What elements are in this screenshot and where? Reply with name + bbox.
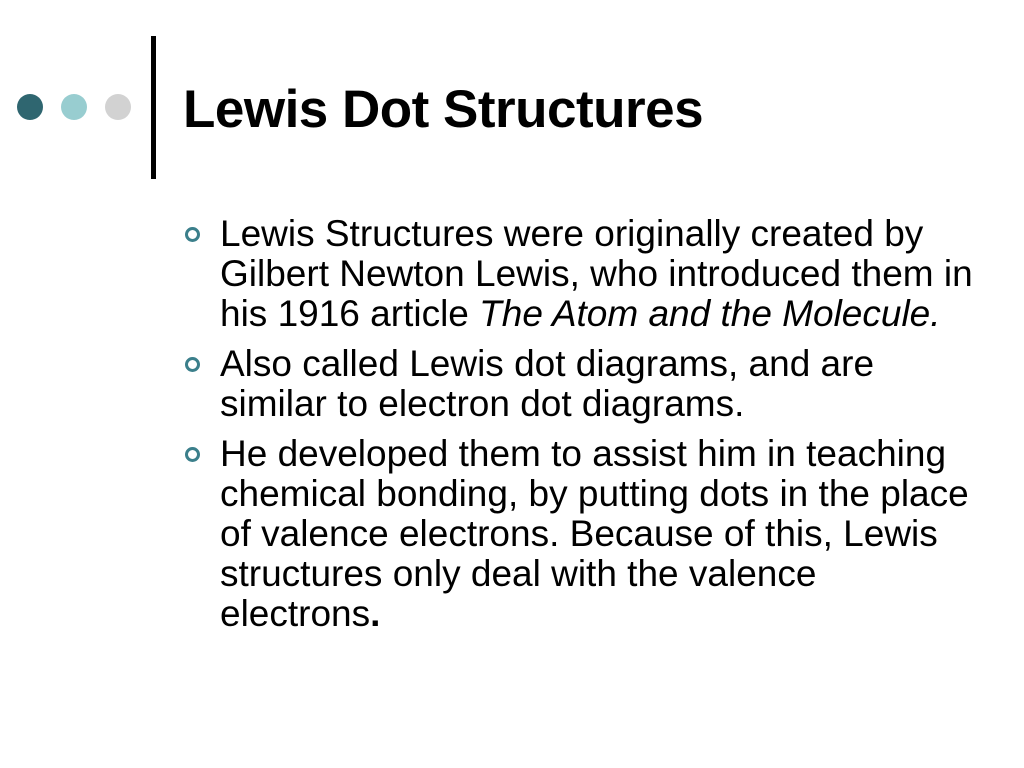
bullet-1-text: Lewis Structures were originally created by Gilbert Newton Lewis, who introduced them in his 1916 article (220, 213, 973, 334)
bullet-ring-icon (185, 227, 200, 242)
bullet-1-article-title: The Atom and the Molecule. (479, 293, 941, 334)
bullet-item-3 (183, 434, 983, 634)
bullet-list (183, 214, 983, 644)
bullet-3-period: . (370, 593, 381, 634)
decorative-dot-light (61, 94, 87, 120)
bullet-item-1 (183, 214, 983, 334)
slide-title: Lewis Dot Structures (183, 80, 704, 139)
bullet-ring-icon (185, 447, 200, 462)
decorative-dot-gray (105, 94, 131, 120)
decorative-dot-dark (17, 94, 43, 120)
bullet-item-2 (183, 344, 983, 424)
bullet-3-text: He developed them to assist him in teaching chemical bonding, by putting dots in the place of valence electrons. Because of this, Lewis structures only deal with the valence electrons (220, 433, 969, 634)
bullet-ring-icon (185, 357, 200, 372)
bullet-2-text: Also called Lewis dot diagrams, and are similar to electron dot diagrams. (220, 343, 875, 424)
title-divider (151, 36, 156, 179)
